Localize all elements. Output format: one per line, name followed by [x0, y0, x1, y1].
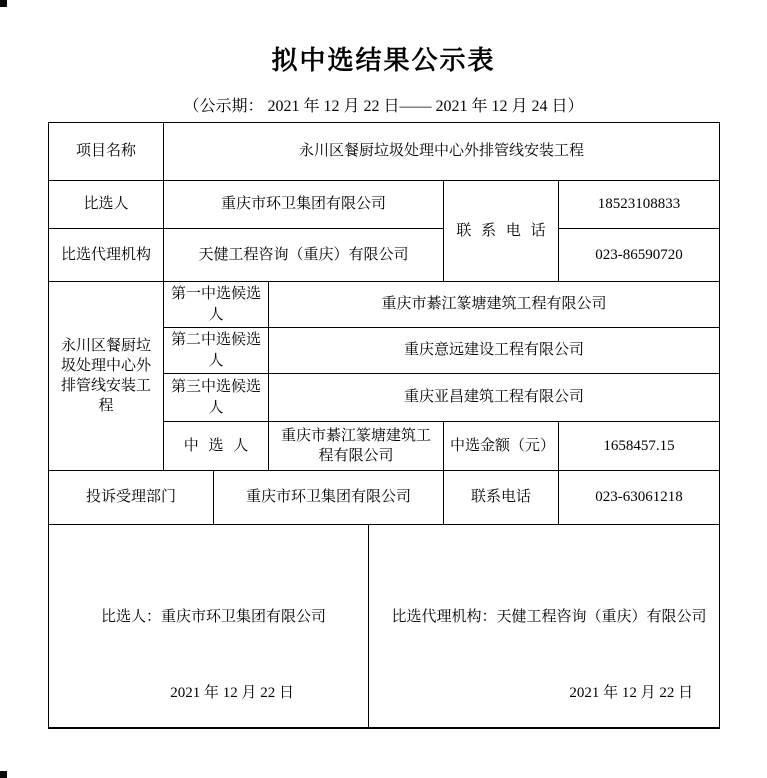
signature-agency-name: 比选代理机构：天健工程咨询（重庆）有限公司 — [391, 608, 707, 625]
selector-phone: 18523108833 — [559, 181, 720, 229]
agency-label: 比选代理机构 — [49, 229, 164, 282]
signature-selector-name: 比选人：重庆市环卫集团有限公司 — [100, 608, 326, 625]
winning-amount-label: 中选金额（元） — [444, 422, 559, 471]
candidate-2-label: 第二中选候选人 — [164, 328, 269, 374]
page-title: 拟中选结果公示表 — [271, 46, 496, 75]
project-name-value: 永川区餐厨垃圾处理中心外排管线安装工程 — [164, 123, 720, 181]
complaint-phone-value: 023-63061218 — [559, 471, 720, 525]
scan-artifact-bottom-left — [0, 771, 7, 778]
agency-phone: 023-86590720 — [559, 229, 720, 282]
complaint-dept-label: 投诉受理部门 — [49, 471, 214, 525]
selector-value: 重庆市环卫集团有限公司 — [164, 181, 444, 229]
complaint-dept-value: 重庆市环卫集团有限公司 — [214, 471, 444, 525]
table-row — [49, 471, 720, 525]
publicity-period: （公示期： 2021 年 12 月 22 日—— 2021 年 12 月 24 日） — [183, 98, 584, 115]
signature-cell-selector — [49, 525, 369, 728]
signature-agency-date: 2021 年 12 月 22 日 — [569, 684, 694, 701]
selector-label: 比选人 — [49, 181, 164, 229]
candidate-3-value: 重庆亚昌建筑工程有限公司 — [269, 374, 720, 422]
candidate-2-value: 重庆意远建设工程有限公司 — [269, 328, 720, 374]
table-row — [49, 282, 720, 328]
signature-cell-agency — [369, 525, 720, 728]
project-group-label: 永川区餐厨垃圾处理中心外排管线安装工程 — [49, 282, 164, 471]
project-name-label: 项目名称 — [49, 123, 164, 181]
complaint-phone-label: 联系电话 — [444, 471, 559, 525]
candidate-3-label: 第三中选候选人 — [164, 374, 269, 422]
candidate-1-label: 第一中选候选人 — [164, 282, 269, 328]
winner-value: 重庆市綦江篆塘建筑工程有限公司 — [269, 422, 444, 471]
signature-selector-date: 2021 年 12 月 22 日 — [170, 684, 294, 701]
candidate-1-value: 重庆市綦江篆塘建筑工程有限公司 — [269, 282, 720, 328]
table-row — [49, 123, 720, 181]
scan-artifact-top-left — [0, 0, 7, 7]
table-row — [49, 229, 720, 282]
winning-amount-value: 1658457.15 — [559, 422, 720, 471]
agency-value: 天健工程咨询（重庆）有限公司 — [164, 229, 444, 282]
table-row — [49, 181, 720, 229]
contact-phone-label: 联 系 电 话 — [444, 181, 559, 282]
results-table — [48, 122, 720, 729]
table-row — [49, 525, 720, 728]
winner-label: 中 选 人 — [164, 422, 269, 471]
